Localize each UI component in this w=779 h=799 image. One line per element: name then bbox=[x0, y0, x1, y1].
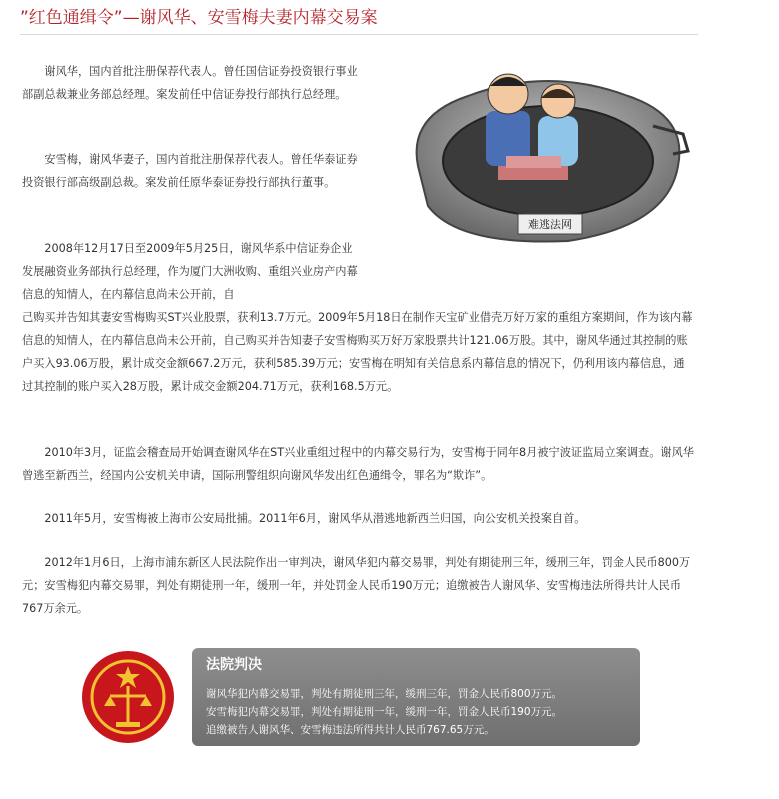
verdict-line-an: 安雪梅犯内幕交易罪，判处有期徒刑一年，缓刑一年，罚金人民币190万元。 bbox=[206, 706, 563, 718]
illustration-label: 难逃法网 bbox=[528, 218, 572, 231]
article-title: ”红色通缉令”—谢风华、安雪梅夫妻内幕交易案 bbox=[20, 2, 698, 35]
paragraph-xie-bio: 谢风华，国内首批注册保荐代表人。曾任国信证券投资银行事业部副总裁兼业务部总经理。案发前任中信证券投行部执行总经理。 bbox=[22, 65, 358, 101]
paragraph-an-bio: 安雪梅，谢风华妻子，国内首批注册保荐代表人。曾任华泰证券投资银行部高级副总裁。案发前任原华泰证券投行部执行董事。 bbox=[22, 153, 358, 189]
court-emblem-icon bbox=[76, 648, 180, 746]
paragraph-investigation: 2010年3月，证监会稽查局开始调查谢风华在ST兴业重组过程中的内幕交易行为，安雪梅于同年8月被宁波证监局立案调查。谢风华曾逃至新西兰，经国内公安机关申请，国际刑警组织向谢风华发出红色通缉令，罪名为“欺诈”。 bbox=[22, 446, 694, 482]
court-verdict-banner bbox=[76, 648, 640, 746]
verdict-line-xie: 谢风华犯内幕交易罪，判处有期徒刑三年，缓刑三年，罚金人民币800万元。 bbox=[206, 688, 563, 700]
man-figure-icon bbox=[486, 74, 530, 166]
paragraph-arrest: 2011年5月，安雪梅被上海市公安局批捕。2011年6月，谢风华从潜逃地新西兰归国，向公安机关投案自首。 bbox=[44, 512, 586, 525]
paragraph-judgment: 2012年1月6日，上海市浦东新区人民法院作出一审判决，谢风华犯内幕交易罪，判处有期徒刑三年，缓刑三年，罚金人民币800万元；安雪梅犯内幕交易罪，判处有期徒刑一年，缓刑一年，并处罚金人民币190万元；追缴被告人谢风华、安雪梅违法所得共计人民币767万余元。 bbox=[22, 556, 691, 615]
paragraph-case-start: 2008年12月17日至2009年5月25日，谢风华系中信证券企业发展融资业务部执行总经理，作为厦门大洲收购、重组兴业房产内幕信息的知情人，在内幕信息尚未公开前，自 bbox=[22, 242, 358, 301]
handcuff-cartoon-illustration bbox=[398, 56, 700, 248]
verdict-line-recovery: 追缴被告人谢风华、安雪梅违法所得共计人民币767.65万元。 bbox=[206, 724, 495, 736]
money-pile-icon bbox=[498, 156, 568, 180]
woman-figure-icon bbox=[538, 84, 578, 166]
verdict-box bbox=[192, 648, 640, 746]
verdict-title: 法院判决 bbox=[206, 657, 262, 673]
paragraph-case-detail: 己购买并告知其妻安雪梅购买ST兴业股票，获利13.7万元。2009年5月18日在制作天宝矿业借壳万好万家的重组方案期间，作为该内幕信息的知情人，在内幕信息尚未公开前，自己购买并告知妻子安雪梅购买万好万家股票共计121.06万股。其中，谢风华通过其控制的账户买入93.06万股，累计成交金额667.2万元，获利585.39万元；安雪梅在明知有关信息系内幕信息的情况下，仍利用该内幕信息，通过其控制的账户买入28万股，累计成交金额204.71万元，获利168.5万元。 bbox=[22, 311, 693, 393]
